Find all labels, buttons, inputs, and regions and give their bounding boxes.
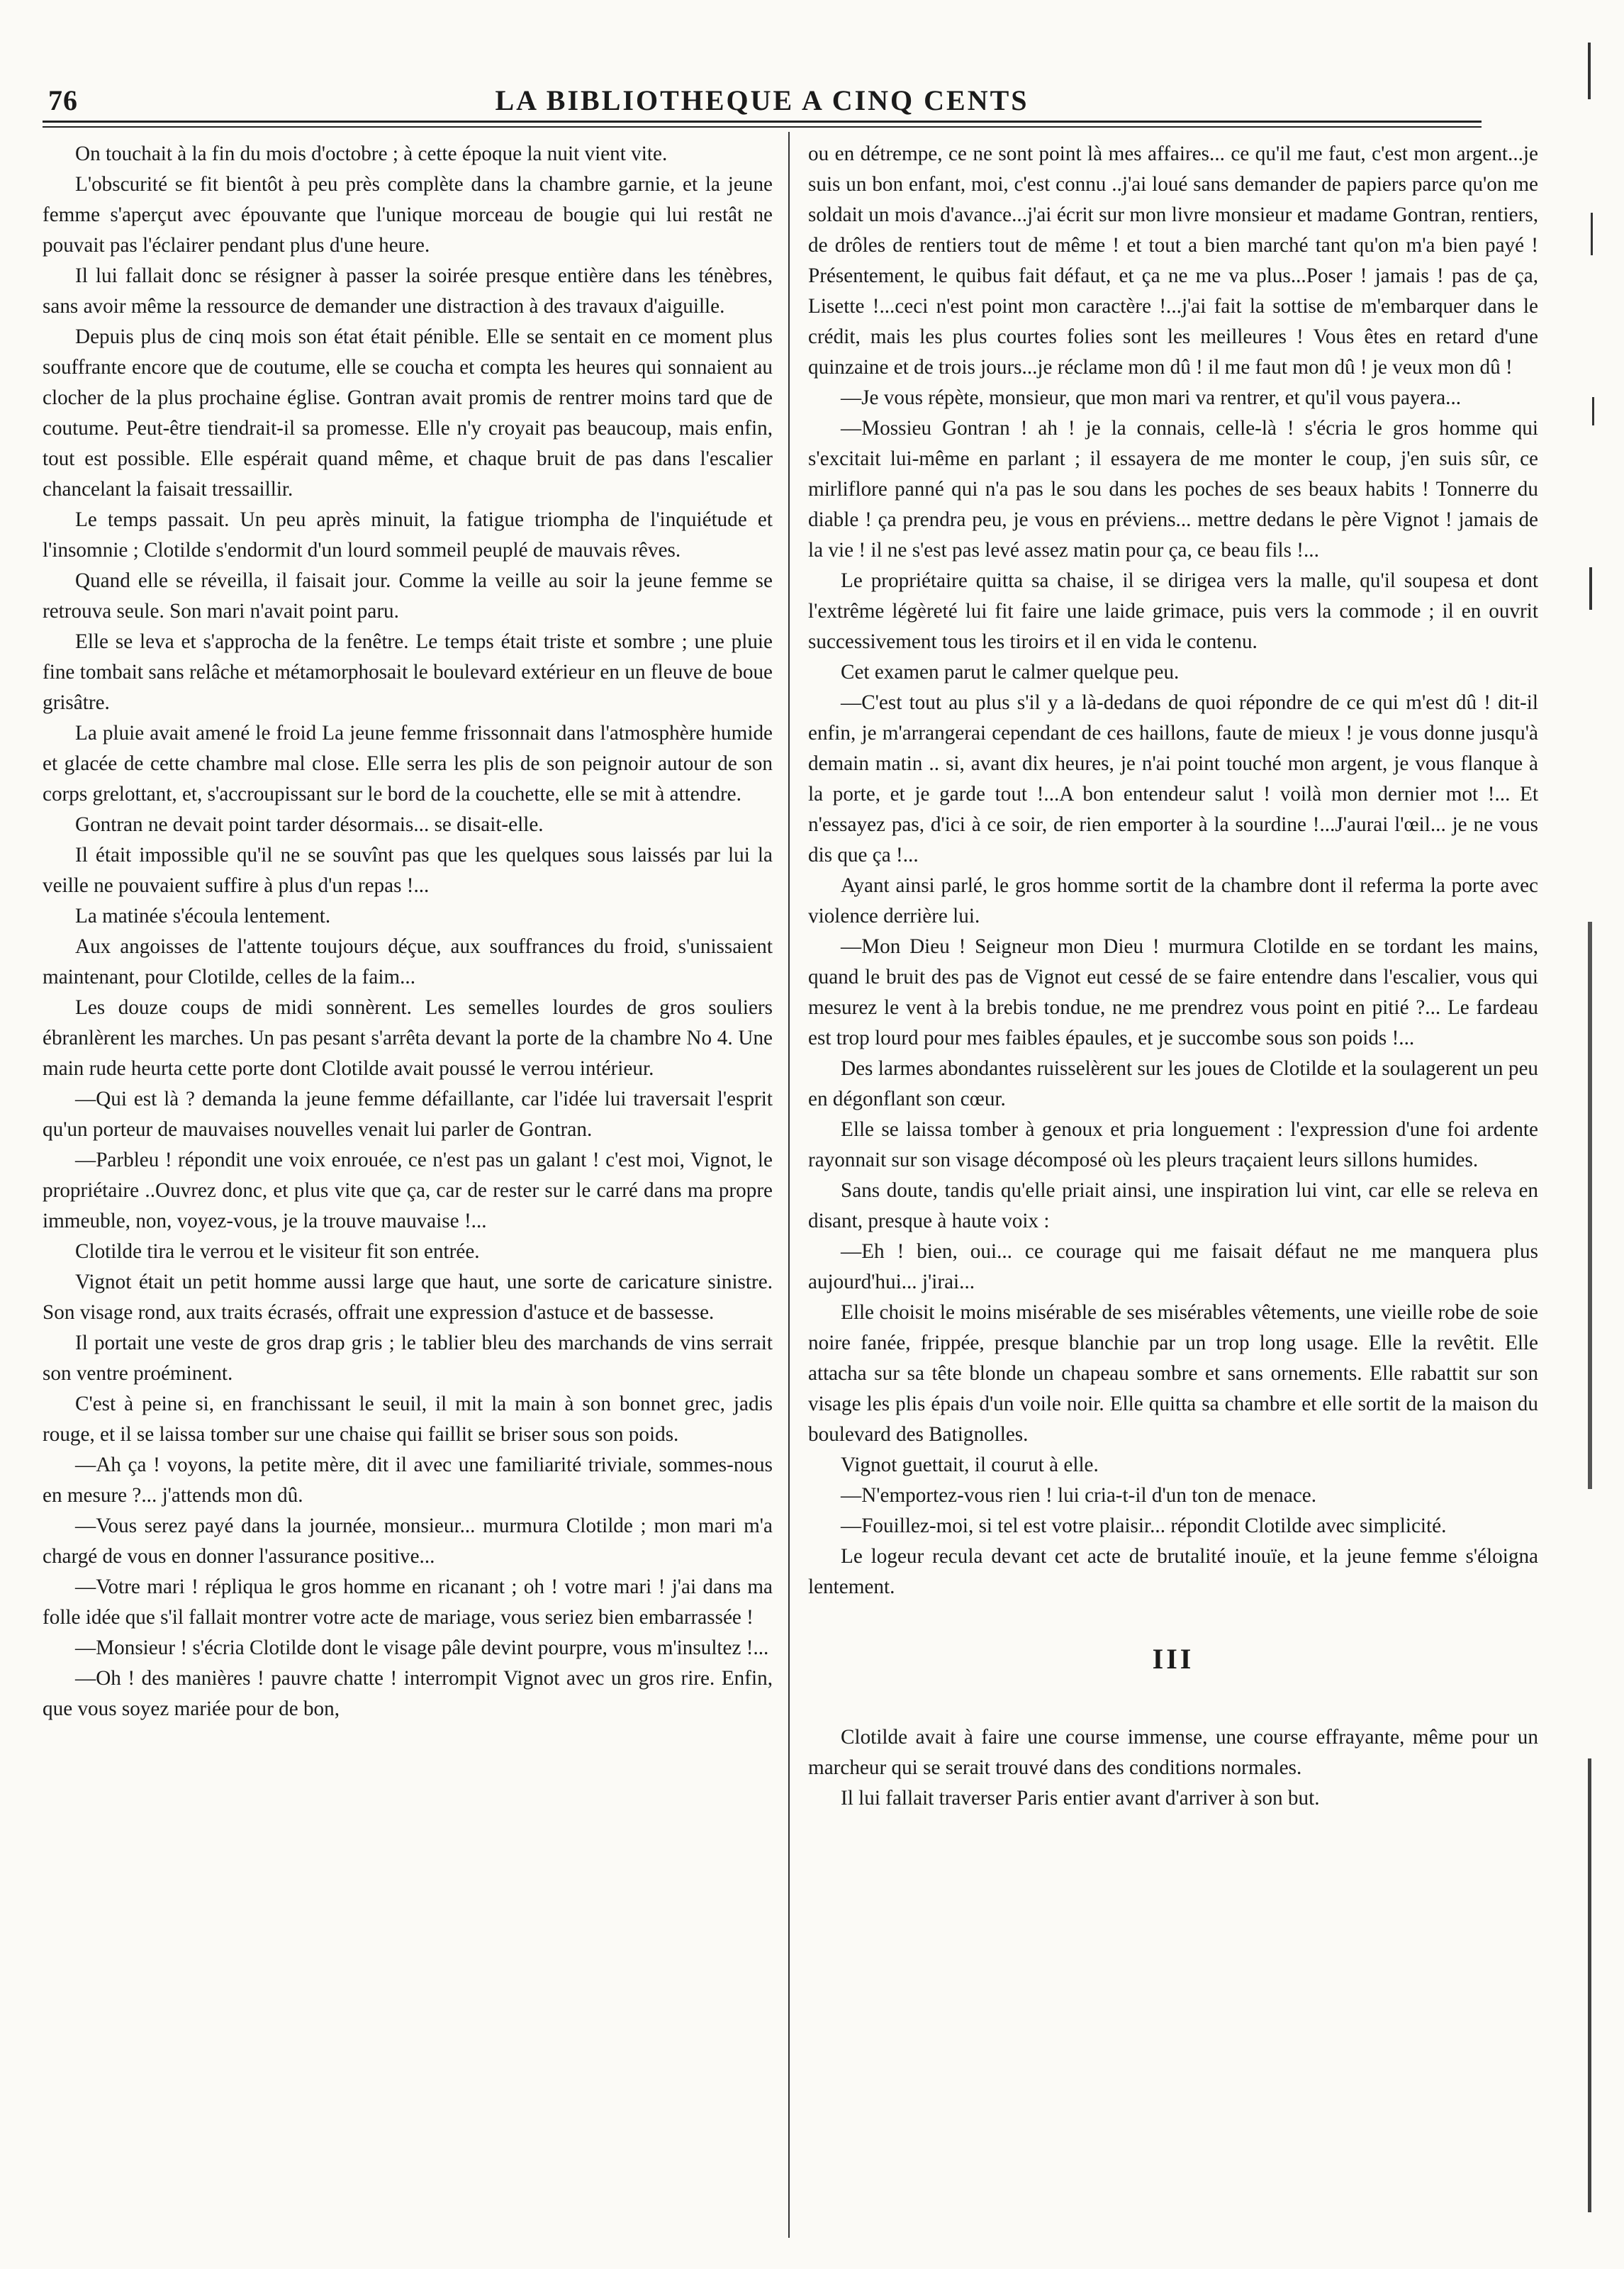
header-rule-thin <box>43 126 1482 128</box>
left-column-paragraph: Il portait une veste de gros drap gris ; le tablier bleu des marchands de vins serrait son ventre proéminent. <box>43 1332 773 1385</box>
right-column-paragraph: Le logeur recula devant cet acte de brutalité inouïe, et la jeune femme s'éloigna lentement. <box>808 1545 1538 1598</box>
scan-edge-marks <box>1559 0 1616 2269</box>
left-column-paragraph: Quand elle se réveilla, il faisait jour. Comme la veille au soir la jeune femme se retrouva seule. Son mari n'avait point paru. <box>43 569 773 623</box>
right-column-paragraph: Des larmes abondantes ruisselèrent sur les joues de Clotilde et la soulagerent un peu en dégonflant son cœur. <box>808 1057 1538 1110</box>
right-column-paragraph: Elle se laissa tomber à genoux et pria longuement : l'expression d'une foi ardente rayonnait sur son visage décomposé où les pleurs traçaient leurs sillons humides. <box>808 1118 1538 1171</box>
left-column-paragraph: —Parbleu ! répondit une voix enrouée, ce n'est pas un galant ! c'est moi, Vignot, le propriétaire ..Ouvrez donc, et plus vite que ça, car de rester sur le carré dans ma propre immeuble, non, voyez-vous, je la trouve mauvaise !... <box>43 1149 773 1232</box>
left-column <box>43 139 773 2241</box>
right-column-paragraph: ou en détrempe, ce ne sont point là mes affaires... ce qu'il me faut, c'est mon argent...je suis un bon enfant, moi, c'est connu ..j'ai loué sans demander de papiers parce qu'on me soldait un mois d'avance...j'ai écrit sur mon livre monsieur et madame Gontran, rentiers, de drôles de rentiers tout de même ! et tout a bien marché tant qu'on m'a bien payé ! Présentement, le quibus fait défaut, et ça ne me va plus...Poser ! jamais ! pas de ça, Lisette !...ceci n'est point mon caractère !...j'ai fait la sottise de m'embarquer dans le crédit, mais les plus courtes folies sont les meilleures ! Vous êtes en retard d'une quinzaine et de trois jours...je réclame mon dû ! il me faut mon dû ! je veux mon dû ! <box>808 143 1538 379</box>
right-column-paragraph: —N'emportez-vous rien ! lui cria-t-il d'un ton de menace. <box>841 1484 1317 1507</box>
left-column-paragraph: Depuis plus de cinq mois son état était pénible. Elle se sentait en ce moment plus souffrante encore que de coutume, elle se coucha et compta les heures qui sonnaient au clocher de la plus prochaine église. Gontran avait promis de rentrer moins tard que de coutume. Peut-être tiendrait-il sa promesse. Elle n'y croyait pas beaucoup, mais enfin, tout est possible. Elle espérait quand même, et chaque bruit de pas dans l'escalier chancelant la faisait tressaillir. <box>43 325 773 501</box>
left-column-paragraph: On touchait à la fin du mois d'octobre ; à cette époque la nuit vient vite. <box>75 143 668 165</box>
left-column-paragraph: Aux angoisses de l'attente toujours déçue, aux souffrances du froid, s'unissaient maintenant, pour Clotilde, celles de la faim... <box>43 935 773 988</box>
left-column-paragraph: La pluie avait amené le froid La jeune femme frissonnait dans l'atmosphère humide et glacée de cette chambre mal close. Elle serra les plis de son peignoir autour de son corps grelottant, et, s'accroupissant sur le bord de la couchette, elle se mit à attendre. <box>43 722 773 805</box>
page-number: 76 <box>48 84 78 116</box>
right-column-paragraph: Elle choisit le moins misérable de ses misérables vêtements, une vieille robe de soie noire fanée, frippée, presque blanchie par un trop long usage. Elle la revêtit. Elle attacha sur sa tête blonde un chapeau sombre et sans ornements. Elle rabattit sur son visage les plis épais d'un voile noir. Elle quitta sa chambre et elle sortit de la maison du boulevard des Batignolles. <box>808 1301 1538 1446</box>
right-column-paragraph: Ayant ainsi parlé, le gros homme sortit de la chambre dont il referma la porte avec violence derrière lui. <box>808 874 1538 927</box>
running-title: LA BIBLIOTHEQUE A CINQ CENTS <box>495 84 1029 116</box>
right-column-paragraph: —Fouillez-moi, si tel est votre plaisir... répondit Clotilde avec simplicité. <box>841 1515 1447 1537</box>
left-column-paragraph: Les douze coups de midi sonnèrent. Les semelles lourdes de gros souliers ébranlèrent les marches. Un pas pesant s'arrêta devant la porte de la chambre No 4. Une main rude heurta cette porte dont Clotilde avait poussé le verrou intérieur. <box>43 996 773 1080</box>
chapter-heading: III <box>1152 1643 1194 1675</box>
left-column-paragraph: La matinée s'écoula lentement. <box>75 905 331 927</box>
left-column-paragraph: —Monsieur ! s'écria Clotilde dont le visage pâle devint pourpre, vous m'insultez !... <box>75 1637 769 1659</box>
left-column-paragraph: Gontran ne devait point tarder désormais... se disait-elle. <box>75 813 544 836</box>
left-column-paragraph: —Qui est là ? demanda la jeune femme défaillante, car l'idée lui traversait l'esprit qu'un porteur de mauvaises nouvelles venait lui parler de Gontran. <box>43 1088 773 1141</box>
left-column-paragraph: L'obscurité se fit bientôt à peu près complète dans la chambre garnie, et la jeune femme s'aperçut avec épouvante que l'unique morceau de bougie qui lui restât ne pouvait pas l'éclairer pendant plus d'une heure. <box>43 173 773 257</box>
column-divider <box>788 132 790 2238</box>
left-column-paragraph: Il était impossible qu'il ne se souvînt pas que les quelques sous laissés par lui la veille ne pouvaient suffire à plus d'un repas !... <box>43 844 773 897</box>
left-column-paragraph: —Oh ! des manières ! pauvre chatte ! interrompit Vignot avec un gros rire. Enfin, que vous soyez mariée pour de bon, <box>43 1667 773 1720</box>
right-column-paragraph: Vignot guettait, il courut à elle. <box>841 1454 1099 1476</box>
left-column-paragraph: Il lui fallait donc se résigner à passer la soirée presque entière dans les ténèbres, sans avoir même la ressource de demander une distraction à des travaux d'aiguille. <box>43 264 773 318</box>
left-column-paragraph: Le temps passait. Un peu après minuit, la fatigue triompha de l'inquiétude et l'insomnie ; Clotilde s'endormit d'un lourd sommeil peuplé de mauvais rêves. <box>43 508 773 562</box>
left-column-paragraph: Vignot était un petit homme aussi large que haut, une sorte de caricature sinistre. Son visage rond, aux traits écrasés, offrait une expression d'astuce et de bassesse. <box>43 1271 773 1324</box>
right-column-paragraph: Sans doute, tandis qu'elle priait ainsi, une inspiration lui vint, car elle se releva en disant, presque à haute voix : <box>808 1179 1538 1232</box>
left-column-paragraph: C'est à peine si, en franchissant le seuil, il mit la main à son bonnet grec, jadis rouge, et il se laissa tomber sur une chaise qui faillit se briser sous son poids. <box>43 1393 773 1446</box>
right-column-paragraph: —Mon Dieu ! Seigneur mon Dieu ! murmura Clotilde en se tordant les mains, quand le bruit des pas de Vignot eut cessé de se faire entendre dans l'escalier, vous qui mesurez le vent à la brebis tondue, ne me prendrez vous point en pitié ?... Le fardeau est trop lourd pour mes faibles épaules, et je succombe sous son poids !... <box>808 935 1538 1049</box>
header-rule <box>43 121 1482 123</box>
right-column-paragraph: —C'est tout au plus s'il y a là-dedans de quoi répondre de ce qui m'est dû ! dit-il enfin, je m'arrangerai cependant de ces haillons, faute de mieux ! je vous donne jusqu'à demain matin .. si, avant dix heures, je n'ai point touché mon argent, je vous flanque à la porte, et je garde tout !...A bon entendeur salut ! voilà mon dernier mot !... Et n'essayez pas, d'ici à ce soir, de rien emporter à la sourdine !...J'aurai l'œil... je ne vous dis que ça !... <box>808 691 1538 866</box>
left-column-paragraph: Clotilde tira le verrou et le visiteur fit son entrée. <box>75 1240 480 1263</box>
right-column-paragraph: Il lui fallait traverser Paris entier avant d'arriver à son but. <box>841 1787 1320 1810</box>
right-column-paragraph: —Mossieu Gontran ! ah ! je la connais, celle-là ! s'écria le gros homme qui s'excitait lui-même en parlant ; il essayera de me monter le coup, j'en suis sûr, ce mirliflore panné qui n'a pas le sou dans les poches de ses beaux habits ! Tonnerre du diable ! ça prendra peu, je vous en préviens... mettre dedans le père Vignot ! jamais de la vie ! il ne s'est pas levé assez matin pour ça, ce beau fils !... <box>808 417 1538 562</box>
right-column-paragraph: Clotilde avait à faire une course immense, une course effrayante, même pour un marcheur qui se serait trouvé dans des conditions normales. <box>808 1726 1538 1779</box>
left-column-paragraph: —Vous serez payé dans la journée, monsieur... murmura Clotilde ; mon mari m'a chargé de vous en donner l'assurance positive... <box>43 1515 773 1568</box>
right-column-paragraph: Le propriétaire quitta sa chaise, il se dirigea vers la malle, qu'il soupesa et dont l'extrême légèreté lui fit faire une laide grimace, puis vers la commode ; il en ouvrit successivement tous les tiroirs et il en vida le contenu. <box>808 569 1538 653</box>
left-column-paragraph: Elle se leva et s'approcha de la fenêtre. Le temps était triste et sombre ; une pluie fine tombait sans relâche et métamorphosait le boulevard extérieur en un fleuve de boue grisâtre. <box>43 630 773 714</box>
right-column-paragraph: Cet examen parut le calmer quelque peu. <box>841 661 1180 684</box>
page-header <box>43 84 1482 126</box>
left-column-paragraph: —Votre mari ! répliqua le gros homme en ricanant ; oh ! votre mari ! j'ai dans ma folle idée que s'il fallait montrer votre acte de mariage, vous seriez bien embarrassée ! <box>43 1576 773 1629</box>
right-column <box>808 139 1538 2241</box>
right-column-paragraph: —Je vous répète, monsieur, que mon mari va rentrer, et qu'il vous payera... <box>841 386 1462 409</box>
left-column-paragraph: —Ah ça ! voyons, la petite mère, dit il avec une familiarité triviale, sommes-nous en mesure ?... j'attends mon dû. <box>43 1454 773 1507</box>
right-column-paragraph: —Eh ! bien, oui... ce courage qui me faisait défaut ne me manquera plus aujourd'hui... j'irai... <box>808 1240 1538 1293</box>
